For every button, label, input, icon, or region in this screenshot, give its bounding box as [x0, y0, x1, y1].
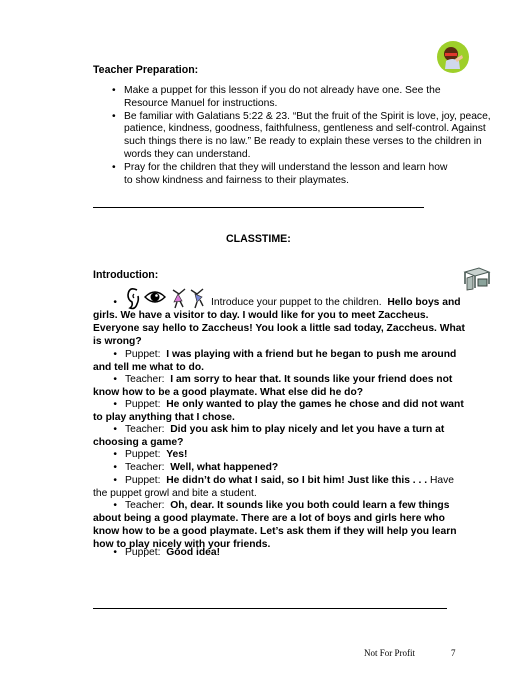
intro-heading: Introduction: — [93, 269, 159, 281]
prep-list — [112, 85, 499, 187]
dialogue-line: • Teacher: Did you ask him to play nicely and let you have a turn at choosing a game? — [93, 424, 445, 448]
dialogue-line: • Puppet: Good idea! — [113, 547, 221, 558]
dialogue-line: • Teacher: Oh, dear. It sounds like you both could learn a few things about being a good playmate. There are a lot of boys and girls here who know how to be a good playmate. Let’s ask them if they will help you learn how to play nicely with your friends. — [93, 500, 457, 550]
list-item: • Pray for the children that they will understand the lesson and learn how to show kindness and fairness to their playmates. — [124, 162, 454, 188]
list-item: • Make a puppet for this lesson if you do not already have one. See the Resource Manuel for instructions. — [124, 85, 454, 111]
divider — [93, 207, 424, 208]
page-number: 7 — [451, 648, 456, 658]
dialogue-line: • Teacher: Well, what happened? — [113, 462, 279, 473]
dialogue-line: • Puppet: I was playing with a friend but he began to push me around and tell me what to do. — [93, 349, 457, 373]
dialogue-line: • Puppet: Yes! — [113, 449, 188, 460]
dialogue-line: • Introduce your puppet to the children. Hello boys and girls. We have a visitor to day. I would like for you to meet Zaccheus. Everyone say hello to Zaccheus! You look a little sad today, Zaccheus. What is wrong? — [93, 286, 468, 349]
icon-row — [125, 286, 209, 310]
praying-child-icon — [436, 40, 470, 74]
ear-icon — [125, 286, 141, 310]
dancing-figures-icon — [169, 286, 209, 310]
list-item: • Be familiar with Galatians 5:22 & 23. “But the fruit of the Spirit is love, joy, peace, patience, kindness, goodness, faithfulness, gentleness and self-control. Against such things there is no law.” Be ready to explain these verses to the children in words they can understand. — [124, 111, 499, 162]
eye-icon — [143, 286, 167, 310]
dialogue-line: • Teacher: I am sorry to hear that. It sounds like your friend does not know how to be a good playmate. What else did he do? — [93, 374, 453, 398]
footer-label: Not For Profit — [364, 648, 416, 658]
prep-heading: Teacher Preparation: — [93, 64, 199, 76]
classtime-heading: CLASSTIME: — [226, 233, 291, 245]
divider — [93, 608, 447, 609]
dialogue-line: • Puppet: He didn’t do what I said, so I bit him! Just like this . . . Have the puppet growl and bite a student. — [93, 475, 455, 499]
dialogue-line: • Puppet: He only wanted to play the games he chose and did not want to play anything that I chose. — [93, 399, 464, 423]
